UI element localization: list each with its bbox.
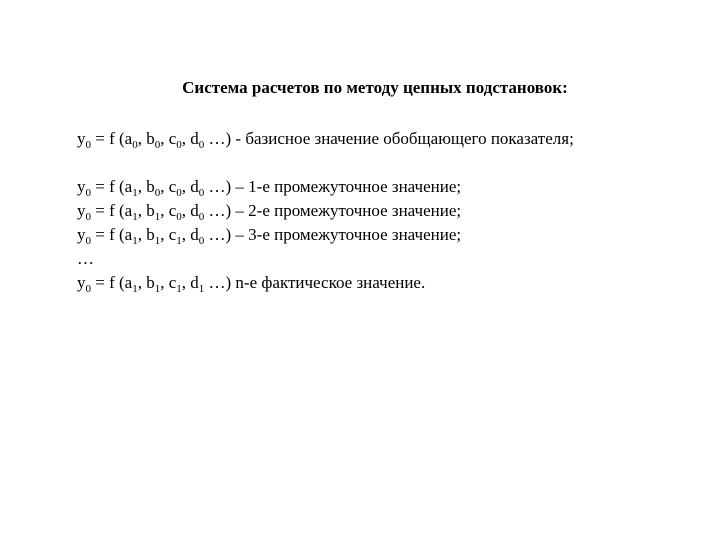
formula-line-1 <box>77 175 574 199</box>
formula-c: , c <box>160 129 177 148</box>
formula-y-index: 0 <box>85 235 91 247</box>
formula-eq: = f ( <box>91 201 125 220</box>
formula-c: , c <box>160 201 177 220</box>
formula-c-index: 0 <box>176 211 182 223</box>
formula-eq: = f ( <box>91 225 125 244</box>
formula-b-index: 1 <box>154 283 161 295</box>
slide-title: Система расчетов по методу цепных подстановок: <box>182 78 568 97</box>
formula-b-index: 1 <box>154 235 161 247</box>
formula-line-3 <box>77 223 574 247</box>
formula-d: , d <box>181 201 199 220</box>
formula-d: , d <box>181 129 199 148</box>
formula-c-index: 0 <box>176 187 182 199</box>
formula-y-index: 0 <box>85 283 91 295</box>
formula-b: , b <box>137 129 155 148</box>
formula-line-base <box>77 127 574 151</box>
formula-a: a <box>124 129 133 148</box>
formula-list <box>77 127 574 295</box>
formula-line-2 <box>77 199 574 223</box>
spacer <box>77 151 574 175</box>
formula-b: , b <box>137 201 155 220</box>
formula-d-index: 0 <box>198 235 205 247</box>
formula-y: y <box>77 177 86 196</box>
formula-b: , b <box>137 273 155 292</box>
formula-y-index: 0 <box>85 187 91 199</box>
formula-d: , d <box>181 225 199 244</box>
formula-eq: = f ( <box>91 177 125 196</box>
formula-c: , c <box>160 225 177 244</box>
formula-d-index: 0 <box>198 211 205 223</box>
formula-y: y <box>77 273 86 292</box>
formula-c-index: 1 <box>176 235 182 247</box>
formula-c: , c <box>160 273 177 292</box>
formula-a: a <box>124 177 133 196</box>
formula-a-index: 1 <box>132 187 138 199</box>
formula-y-index: 0 <box>85 211 91 223</box>
formula-d-index: 0 <box>198 139 205 151</box>
formula-description: …) – 2-е промежуточное значение; <box>204 201 462 220</box>
formula-y: y <box>77 201 86 220</box>
formula-y: y <box>77 225 86 244</box>
formula-c: , c <box>160 177 177 196</box>
formula-eq: = f ( <box>91 129 125 148</box>
formula-b-index: 1 <box>154 211 161 223</box>
formula-y-index: 0 <box>85 139 91 151</box>
formula-a-index: 1 <box>132 211 138 223</box>
formula-b: , b <box>137 177 155 196</box>
formula-b-index: 0 <box>154 187 161 199</box>
formula-c-index: 1 <box>176 283 182 295</box>
formula-description: …) - базисное значение обобщающего показателя; <box>204 129 574 148</box>
formula-eq: = f ( <box>91 273 125 292</box>
formula-line-final <box>77 271 574 295</box>
formula-a: a <box>124 201 133 220</box>
formula-y: y <box>77 129 86 148</box>
formula-c-index: 0 <box>176 139 182 151</box>
formula-d: , d <box>181 273 199 292</box>
formula-description: …) – 1-е промежуточное значение; <box>204 177 462 196</box>
formula-description: …) – 3-е промежуточное значение; <box>204 225 462 244</box>
formula-b-index: 0 <box>154 139 161 151</box>
formula-d: , d <box>181 177 199 196</box>
formula-d-index: 1 <box>198 283 205 295</box>
formula-a: a <box>124 273 133 292</box>
formula-b: , b <box>137 225 155 244</box>
formula-a-index: 0 <box>132 139 138 151</box>
formula-a-index: 1 <box>132 235 138 247</box>
ellipsis-line: … <box>77 249 94 268</box>
formula-d-index: 0 <box>198 187 205 199</box>
formula-a-index: 1 <box>132 283 138 295</box>
formula-description: …) n-е фактическое значение. <box>204 273 426 292</box>
formula-a: a <box>124 225 133 244</box>
